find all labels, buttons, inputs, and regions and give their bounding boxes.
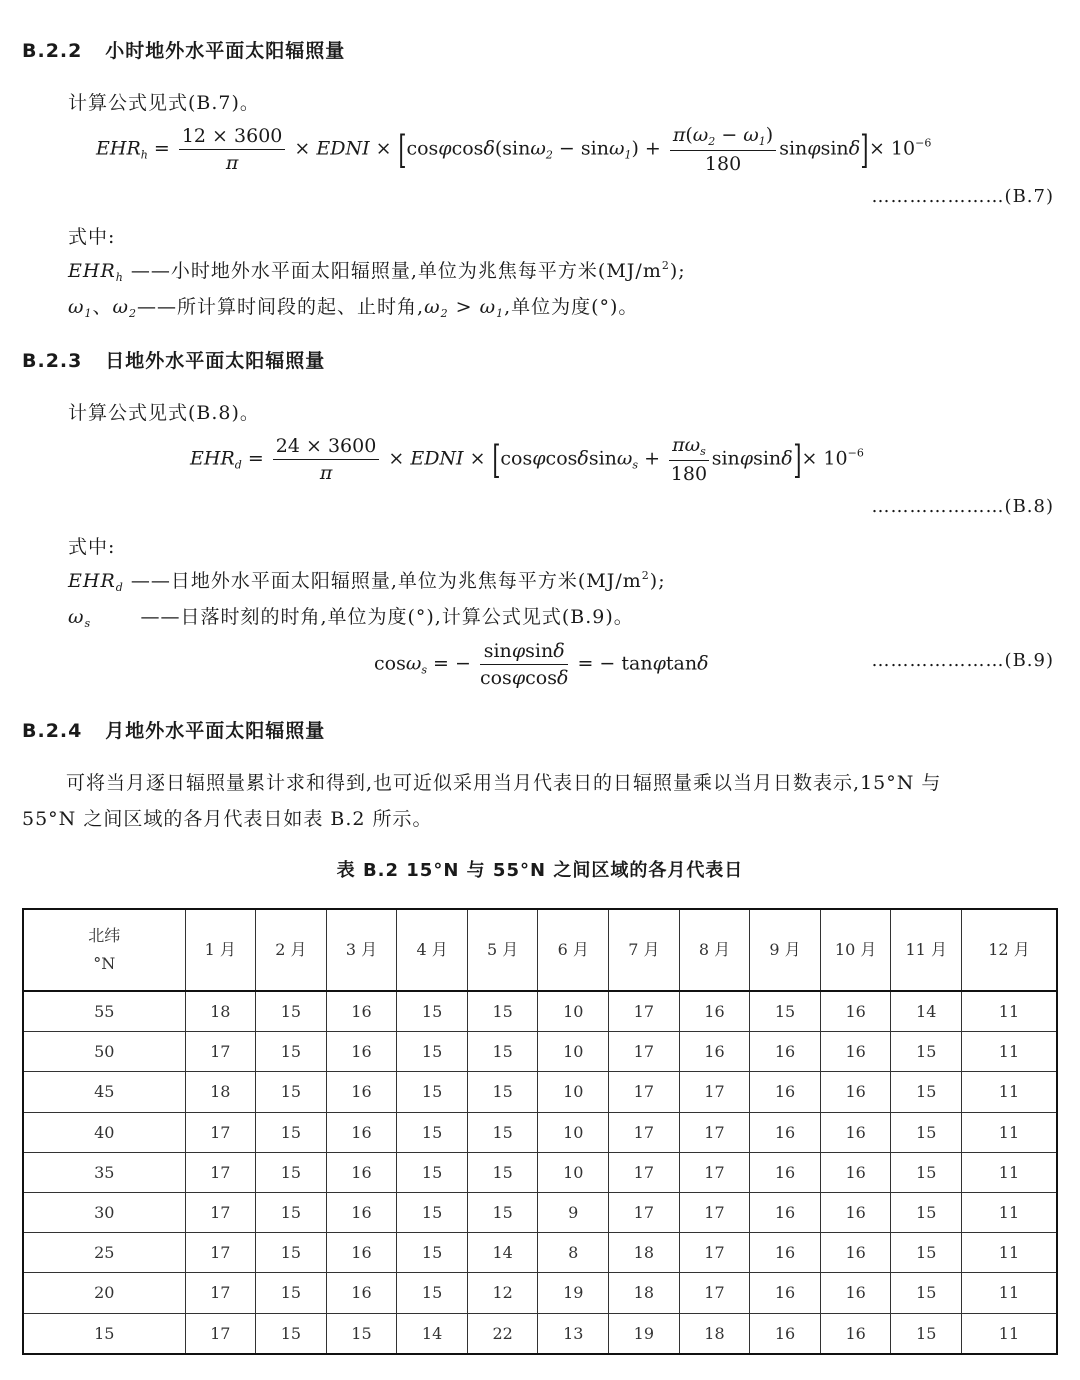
- day-cell: 16: [326, 1072, 397, 1112]
- day-cell: 16: [820, 1192, 891, 1232]
- definition-omega-s: $\omega_s$ ——日落时刻的时角,单位为度(°),计算公式见式(B.9)。: [68, 606, 634, 630]
- day-cell: 15: [397, 991, 468, 1032]
- header-month: 6 月: [538, 909, 609, 991]
- header-month: 3 月: [326, 909, 397, 991]
- day-cell: 17: [679, 1273, 750, 1313]
- formula-b8: $EHR_d$ = $\frac{24 \times 3600}{\pi}$ × EDNI × [cosφcosδsinω$_s$ + $\frac{\pi\omega_s}{180}$ $\sin\varphi\sin\delta]\times 10^{-6}$: [190, 434, 864, 485]
- day-cell: 11: [962, 1313, 1057, 1354]
- table-row: [23, 1112, 1057, 1152]
- day-cell: 15: [256, 1112, 327, 1152]
- equation-number-b9: …………………(B.9): [871, 650, 1054, 671]
- where-label: 式中:: [68, 536, 116, 558]
- day-cell: 17: [679, 1112, 750, 1152]
- day-cell: 16: [326, 1152, 397, 1192]
- header-month: 2 月: [256, 909, 327, 991]
- day-cell: 9: [538, 1192, 609, 1232]
- day-cell: 15: [891, 1072, 962, 1112]
- day-cell: 15: [256, 1313, 327, 1354]
- day-cell: 11: [962, 1273, 1057, 1313]
- header-month: 5 月: [467, 909, 538, 991]
- day-cell: 15: [326, 1313, 397, 1354]
- day-cell: 15: [750, 991, 821, 1032]
- day-cell: 16: [820, 1032, 891, 1072]
- header-month: 4 月: [397, 909, 468, 991]
- day-cell: 14: [891, 991, 962, 1032]
- day-cell: 15: [891, 1112, 962, 1152]
- day-cell: 18: [185, 991, 256, 1032]
- table-row: [23, 1313, 1057, 1354]
- day-cell: 18: [679, 1313, 750, 1354]
- day-cell: 17: [679, 1072, 750, 1112]
- day-cell: 16: [820, 1273, 891, 1313]
- header-month: 12 月: [962, 909, 1057, 991]
- table-body: [23, 991, 1057, 1354]
- day-cell: 16: [750, 1313, 821, 1354]
- header-month: 7 月: [609, 909, 680, 991]
- day-cell: 16: [326, 1032, 397, 1072]
- day-cell: 11: [962, 1072, 1057, 1112]
- day-cell: 15: [891, 1313, 962, 1354]
- day-cell: 14: [467, 1233, 538, 1273]
- day-cell: 16: [750, 1072, 821, 1112]
- section-title: 小时地外水平面太阳辐照量: [105, 40, 346, 62]
- day-cell: 16: [750, 1032, 821, 1072]
- day-cell: 15: [467, 991, 538, 1032]
- section-heading-b24: [22, 716, 325, 743]
- section-heading-b23: [22, 346, 325, 373]
- day-cell: 16: [679, 1032, 750, 1072]
- day-cell: 17: [679, 1233, 750, 1273]
- equation-number-b7: …………………(B.7): [871, 186, 1054, 207]
- day-cell: 22: [467, 1313, 538, 1354]
- day-cell: 16: [820, 1072, 891, 1112]
- latitude-cell: 25: [23, 1233, 185, 1273]
- header-month: 9 月: [750, 909, 821, 991]
- day-cell: 15: [256, 1233, 327, 1273]
- definition-omega: $\omega_1$、$\omega_2——$所计算时间段的起、止时角$,\omega_2 > \omega_1$,单位为度(°)。: [68, 296, 639, 320]
- formula-intro: 计算公式见式(B.8)。: [68, 402, 260, 424]
- day-cell: 17: [185, 1152, 256, 1192]
- day-cell: 15: [891, 1273, 962, 1313]
- day-cell: 17: [185, 1192, 256, 1232]
- header-month: 1 月: [185, 909, 256, 991]
- table-row: [23, 1192, 1057, 1232]
- section-number: B.2.4: [22, 720, 83, 742]
- day-cell: 15: [256, 1152, 327, 1192]
- header-month: 8 月: [679, 909, 750, 991]
- day-cell: 15: [891, 1192, 962, 1232]
- day-cell: 15: [467, 1152, 538, 1192]
- day-cell: 16: [326, 1192, 397, 1232]
- day-cell: 16: [326, 1273, 397, 1313]
- table-header-row: [23, 909, 1057, 991]
- header-month: 11 月: [891, 909, 962, 991]
- day-cell: 17: [679, 1192, 750, 1232]
- day-cell: 15: [397, 1112, 468, 1152]
- latitude-cell: 40: [23, 1112, 185, 1152]
- day-cell: 15: [397, 1152, 468, 1192]
- day-cell: 16: [820, 1152, 891, 1192]
- latitude-cell: 30: [23, 1192, 185, 1232]
- day-cell: 10: [538, 1032, 609, 1072]
- day-cell: 16: [679, 991, 750, 1032]
- latitude-cell: 15: [23, 1313, 185, 1354]
- representative-days-table: [22, 908, 1058, 1355]
- day-cell: 15: [397, 1192, 468, 1232]
- day-cell: 11: [962, 1192, 1057, 1232]
- day-cell: 15: [467, 1112, 538, 1152]
- day-cell: 10: [538, 1152, 609, 1192]
- day-cell: 16: [326, 991, 397, 1032]
- day-cell: 17: [185, 1313, 256, 1354]
- day-cell: 16: [820, 1313, 891, 1354]
- table-row: [23, 1032, 1057, 1072]
- latitude-cell: 35: [23, 1152, 185, 1192]
- day-cell: 15: [397, 1032, 468, 1072]
- day-cell: 11: [962, 1233, 1057, 1273]
- day-cell: 15: [256, 1273, 327, 1313]
- equation-number-b8: …………………(B.8): [871, 496, 1054, 517]
- day-cell: 16: [750, 1233, 821, 1273]
- section-number: B.2.2: [22, 40, 83, 62]
- day-cell: 17: [185, 1112, 256, 1152]
- day-cell: 16: [820, 991, 891, 1032]
- day-cell: 17: [609, 1112, 680, 1152]
- day-cell: 10: [538, 991, 609, 1032]
- day-cell: 16: [820, 1233, 891, 1273]
- day-cell: 17: [609, 1192, 680, 1232]
- header-month: 10 月: [820, 909, 891, 991]
- day-cell: 15: [467, 1072, 538, 1112]
- day-cell: 10: [538, 1112, 609, 1152]
- day-cell: 15: [467, 1192, 538, 1232]
- day-cell: 16: [750, 1112, 821, 1152]
- latitude-cell: 50: [23, 1032, 185, 1072]
- latitude-cell: 45: [23, 1072, 185, 1112]
- formula-b9: cosω$_s$ = − $\frac{\sin\varphi\sin\delta}{\cos\varphi\cos\delta}$ = − tanφtanδ: [374, 640, 709, 689]
- latitude-cell: 55: [23, 991, 185, 1032]
- day-cell: 15: [891, 1152, 962, 1192]
- day-cell: 17: [185, 1233, 256, 1273]
- day-cell: 15: [397, 1233, 468, 1273]
- day-cell: 18: [609, 1233, 680, 1273]
- day-cell: 15: [256, 1192, 327, 1232]
- day-cell: 16: [750, 1192, 821, 1232]
- day-cell: 19: [609, 1313, 680, 1354]
- table-caption: 表 B.2 15°N 与 55°N 之间区域的各月代表日: [336, 860, 744, 881]
- day-cell: 19: [538, 1273, 609, 1313]
- section-number: B.2.3: [22, 350, 83, 372]
- day-cell: 17: [609, 991, 680, 1032]
- table-row: [23, 1273, 1057, 1313]
- day-cell: 15: [256, 991, 327, 1032]
- day-cell: 11: [962, 991, 1057, 1032]
- definition-ehrh: $EHR_h$ ——小时地外水平面太阳辐照量,单位为兆焦每平方米$(MJ/m^2)$;: [68, 259, 686, 284]
- section-title: 日地外水平面太阳辐照量: [105, 350, 326, 372]
- day-cell: 17: [185, 1032, 256, 1072]
- table-row: [23, 1233, 1057, 1273]
- table-row: [23, 1152, 1057, 1192]
- day-cell: 16: [750, 1273, 821, 1313]
- section-heading-b22: [22, 36, 345, 63]
- day-cell: 8: [538, 1233, 609, 1273]
- day-cell: 11: [962, 1112, 1057, 1152]
- day-cell: 16: [326, 1112, 397, 1152]
- day-cell: 15: [467, 1032, 538, 1072]
- section-title: 月地外水平面太阳辐照量: [105, 720, 326, 742]
- day-cell: 11: [962, 1032, 1057, 1072]
- day-cell: 17: [679, 1152, 750, 1192]
- day-cell: 14: [397, 1313, 468, 1354]
- where-label: 式中:: [68, 226, 116, 248]
- day-cell: 15: [397, 1072, 468, 1112]
- day-cell: 18: [609, 1273, 680, 1313]
- header-latitude: 北纬 °N: [23, 909, 185, 991]
- paragraph-line-2: 55°N 之间区域的各月代表日如表 B.2 所示。: [22, 808, 433, 830]
- day-cell: 17: [609, 1072, 680, 1112]
- day-cell: 15: [256, 1032, 327, 1072]
- table-row: [23, 1072, 1057, 1112]
- day-cell: 12: [467, 1273, 538, 1313]
- day-cell: 15: [256, 1072, 327, 1112]
- day-cell: 17: [609, 1032, 680, 1072]
- day-cell: 16: [326, 1233, 397, 1273]
- paragraph-line-1: 可将当月逐日辐照量累计求和得到,也可近似采用当月代表日的日辐照量乘以当月日数表示,15°N 与: [66, 772, 942, 794]
- latitude-cell: 20: [23, 1273, 185, 1313]
- day-cell: 15: [891, 1233, 962, 1273]
- day-cell: 16: [820, 1112, 891, 1152]
- formula-b7: $EHR_h$ = $\frac{12 \times 3600}{\pi}$ × EDNI × [cosφcosδ(sinω$_2$ − sinω$_1$) + $\frac{\pi(\omega_2 - \omega_1)}{180}$ $\sin\varphi\sin\delta]\times 10^{-6}$: [96, 124, 932, 175]
- day-cell: 15: [397, 1273, 468, 1313]
- day-cell: 11: [962, 1152, 1057, 1192]
- definition-ehrd: $EHR_d$ ——日地外水平面太阳辐照量,单位为兆焦每平方米$(MJ/m^2)$;: [68, 569, 666, 594]
- day-cell: 13: [538, 1313, 609, 1354]
- day-cell: 15: [891, 1032, 962, 1072]
- day-cell: 17: [185, 1273, 256, 1313]
- table-row: [23, 991, 1057, 1032]
- day-cell: 10: [538, 1072, 609, 1112]
- day-cell: 18: [185, 1072, 256, 1112]
- formula-intro: 计算公式见式(B.7)。: [68, 92, 260, 114]
- day-cell: 16: [750, 1152, 821, 1192]
- day-cell: 17: [609, 1152, 680, 1192]
